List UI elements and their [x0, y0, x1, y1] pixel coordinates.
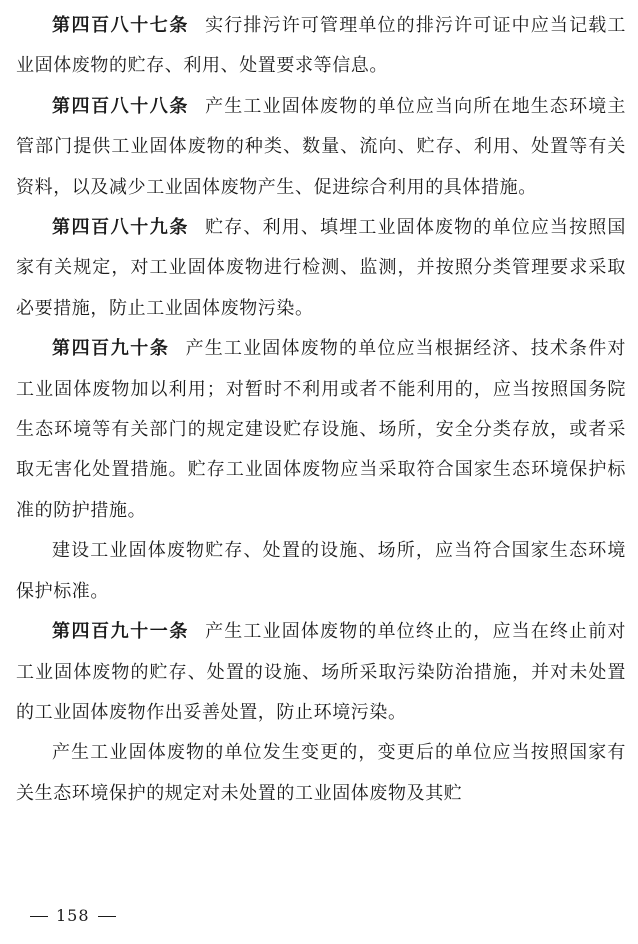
article-text: 产生工业固体废物的单位终止的，应当在终止前对工业固体废物的贮存、处置的设施、场所采取污染防治措施，并对未处置的工业固体废物作出妥善处置，防止环境污染。	[16, 621, 626, 723]
article-text: 产生工业固体废物的单位应当根据经济、技术条件对工业固体废物加以利用；对暂时不利用或者不能利用的，应当按照国务院生态环境等有关部门的规定建设贮存设施、场所，安全分类存放，或者采取无害化处置措施。贮存工业固体废物应当采取符合国家生态环境保护标准的防护措施。	[16, 338, 626, 521]
article-text: 贮存、利用、填埋工业固体废物的单位应当按照国家有关规定，对工业固体废物进行检测、监测，并按照分类管理要求采取必要措施，防止工业固体废物污染。	[16, 217, 626, 319]
footer-dash-left	[30, 916, 48, 917]
article-paragraph	[16, 87, 626, 208]
article-number: 第四百八十九条	[52, 217, 189, 239]
article-number: 第四百八十八条	[52, 95, 189, 117]
paragraph-text: 产生工业固体废物的单位发生变更的，变更后的单位应当按照国家有关生态环境保护的规定对未处置的工业固体废物及其贮	[16, 742, 626, 804]
article-number: 第四百八十七条	[52, 15, 189, 36]
article-paragraph	[16, 6, 626, 87]
page-number: 158	[56, 906, 90, 925]
paragraph-text: 建设工业固体废物贮存、处置的设施、场所，应当符合国家生态环境保护标准。	[16, 540, 626, 602]
continuation-paragraph	[16, 733, 626, 814]
page-footer	[22, 906, 124, 925]
article-paragraph	[16, 329, 626, 531]
article-number: 第四百九十条	[52, 338, 170, 360]
article-paragraph	[16, 612, 626, 733]
continuation-paragraph	[16, 531, 626, 612]
footer-dash-right	[98, 916, 116, 917]
article-number: 第四百九十一条	[52, 621, 189, 643]
article-text: 产生工业固体废物的单位应当向所在地生态环境主管部门提供工业固体废物的种类、数量、流向、贮存、利用、处置等有关资料，以及减少工业固体废物产生、促进综合利用的具体措施。	[16, 95, 626, 198]
document-body	[16, 6, 626, 814]
article-paragraph	[16, 208, 626, 329]
article-text: 实行排污许可管理单位的排污许可证中应当记载工业固体废物的贮存、利用、处置要求等信息。	[16, 15, 626, 77]
